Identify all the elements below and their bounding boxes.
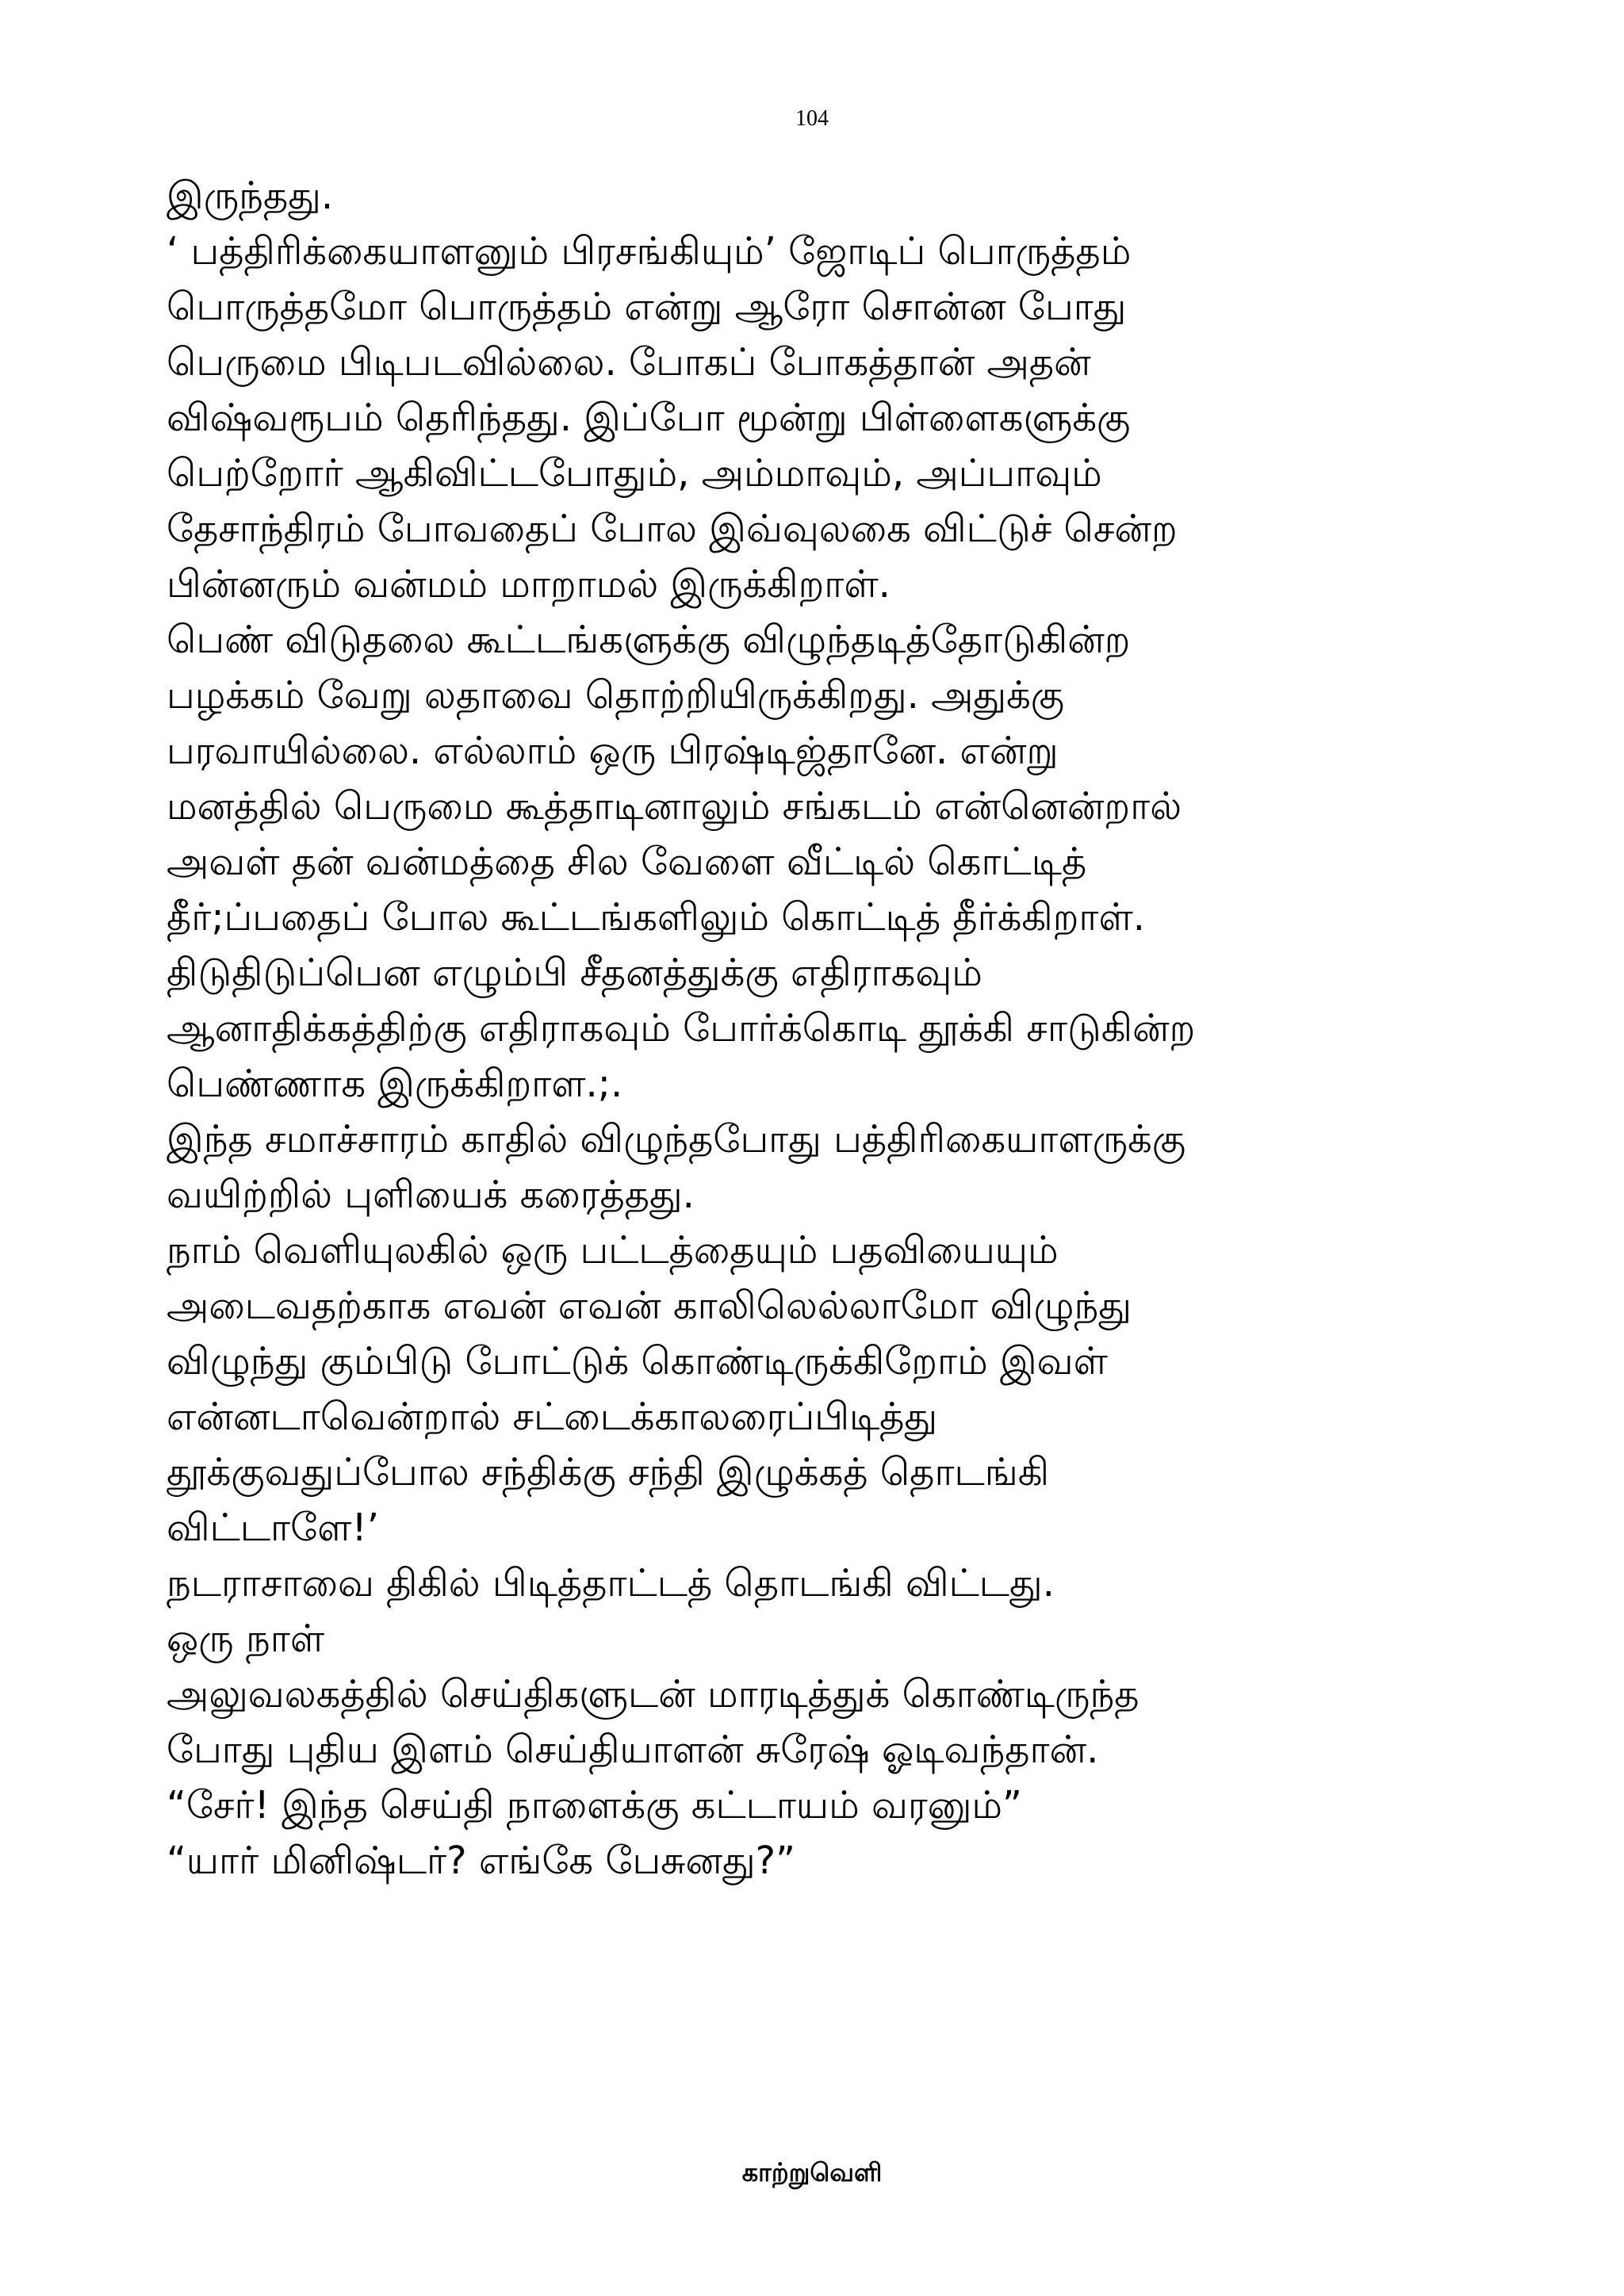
text-line: போது புதிய இளம் செய்தியாளன் சுரேஷ் ஓடிவந்தான். [167, 1728, 1099, 1772]
text-line: திடுதிடுப்பென எழும்பி சீதனத்துக்கு எதிராகவும் [167, 951, 982, 995]
text-line: தூக்குவதுப்போல சந்திக்கு சந்தி இழுக்கத் தொடங்கி [167, 1450, 1050, 1494]
text-line: இருந்தது. [167, 174, 334, 218]
text-line: ஒரு நாள் [167, 1617, 325, 1661]
footer-publication-name: காற்றுவெளி [741, 2157, 883, 2187]
text-line: விழுந்து கும்பிடு போட்டுக் கொண்டிருக்கிறோம் இவள் [167, 1339, 1108, 1383]
text-line: ‘ பத்திரிக்கையாளனும் பிரசங்கியும்’ ஜோடிப் பொருத்தம் [167, 229, 1132, 274]
text-line: இந்த சமாச்சாரம் காதில் விழுந்தபோது பத்திரிகையாளருக்கு [167, 1117, 1186, 1161]
text-line: பெருமை பிடிபடவில்லை. போகப் போகத்தான் அதன் [167, 340, 1091, 385]
text-line: “சேர்! இந்த செய்தி நாளைக்கு கட்டாயம் வரனும்” [167, 1783, 1022, 1827]
text-line: நாம் வெளியுலகில் ஒரு பட்டத்தையும் பதவியையும் [167, 1228, 1059, 1272]
text-line: மனத்தில் பெருமை கூத்தாடினாலும் சங்கடம் என்னென்றால் [167, 784, 1182, 828]
text-line: பெண்ணாக இருக்கிறாள.;. [167, 1062, 623, 1106]
text-line: என்னடாவென்றால் சட்டைக்காலரைப்பிடித்து [167, 1395, 938, 1439]
text-line: வயிற்றில் புளியைக் கரைத்தது. [167, 1173, 695, 1217]
body-text [167, 168, 1483, 1888]
text-line: பெண் விடுதலை கூட்டங்களுக்கு விழுந்தடித்தோடுகின்ற [167, 618, 1131, 662]
text-line: அலுவலகத்தில் செய்திகளுடன் மாரடித்துக் கொண்டிருந்த [167, 1672, 1139, 1716]
text-line: அவள் தன் வன்மத்தை சில வேளை வீட்டில் கொட்டித் [167, 840, 1087, 884]
text-line: பரவாயில்லை. எல்லாம் ஒரு பிரஷ்டிஜ்தானே. என்று [167, 729, 1059, 773]
text-line: விட்டாளே!’ [167, 1506, 379, 1550]
text-line: பழக்கம் வேறு லதாவை தொற்றியிருக்கிறது. அதுக்கு [167, 673, 1065, 718]
text-line: தீர்;ப்பதைப் போல கூட்டங்களிலும் கொட்டித் தீர்க்கிறாள். [167, 895, 1146, 939]
text-line: நடராசாவை திகில் பிடித்தாட்டத் தொடங்கி விட்டது. [167, 1561, 1055, 1605]
text-line: விஷ்வரூபம் தெரிந்தது. இப்போ மூன்று பிள்ளைகளுக்கு [167, 396, 1131, 440]
text-line: பின்னரும் வன்மம் மாறாமல் இருக்கிறாள். [167, 562, 891, 607]
text-line: ஆனாதிக்கத்திற்கு எதிராகவும் போர்க்கொடி தூக்கி சாடுகின்ற [167, 1006, 1196, 1050]
text-line: அடைவதற்காக எவன் எவன் காலிலெல்லாமோ விழுந்து [167, 1284, 1132, 1328]
text-line: பெற்றோர் ஆகிவிட்டபோதும், அம்மாவும், அப்பாவும் [167, 451, 1102, 496]
text-line: “யார் மினிஷ்டர்? எங்கே பேசுனது?” [167, 1839, 796, 1883]
text-line: பொருத்தமோ பொருத்தம் என்று ஆரோ சொன்ன போது [167, 285, 1127, 329]
text-line: தேசாந்திரம் போவதைப் போல இவ்வுலகை விட்டுச் சென்ற [167, 507, 1178, 551]
page-number: 104 [795, 106, 829, 131]
